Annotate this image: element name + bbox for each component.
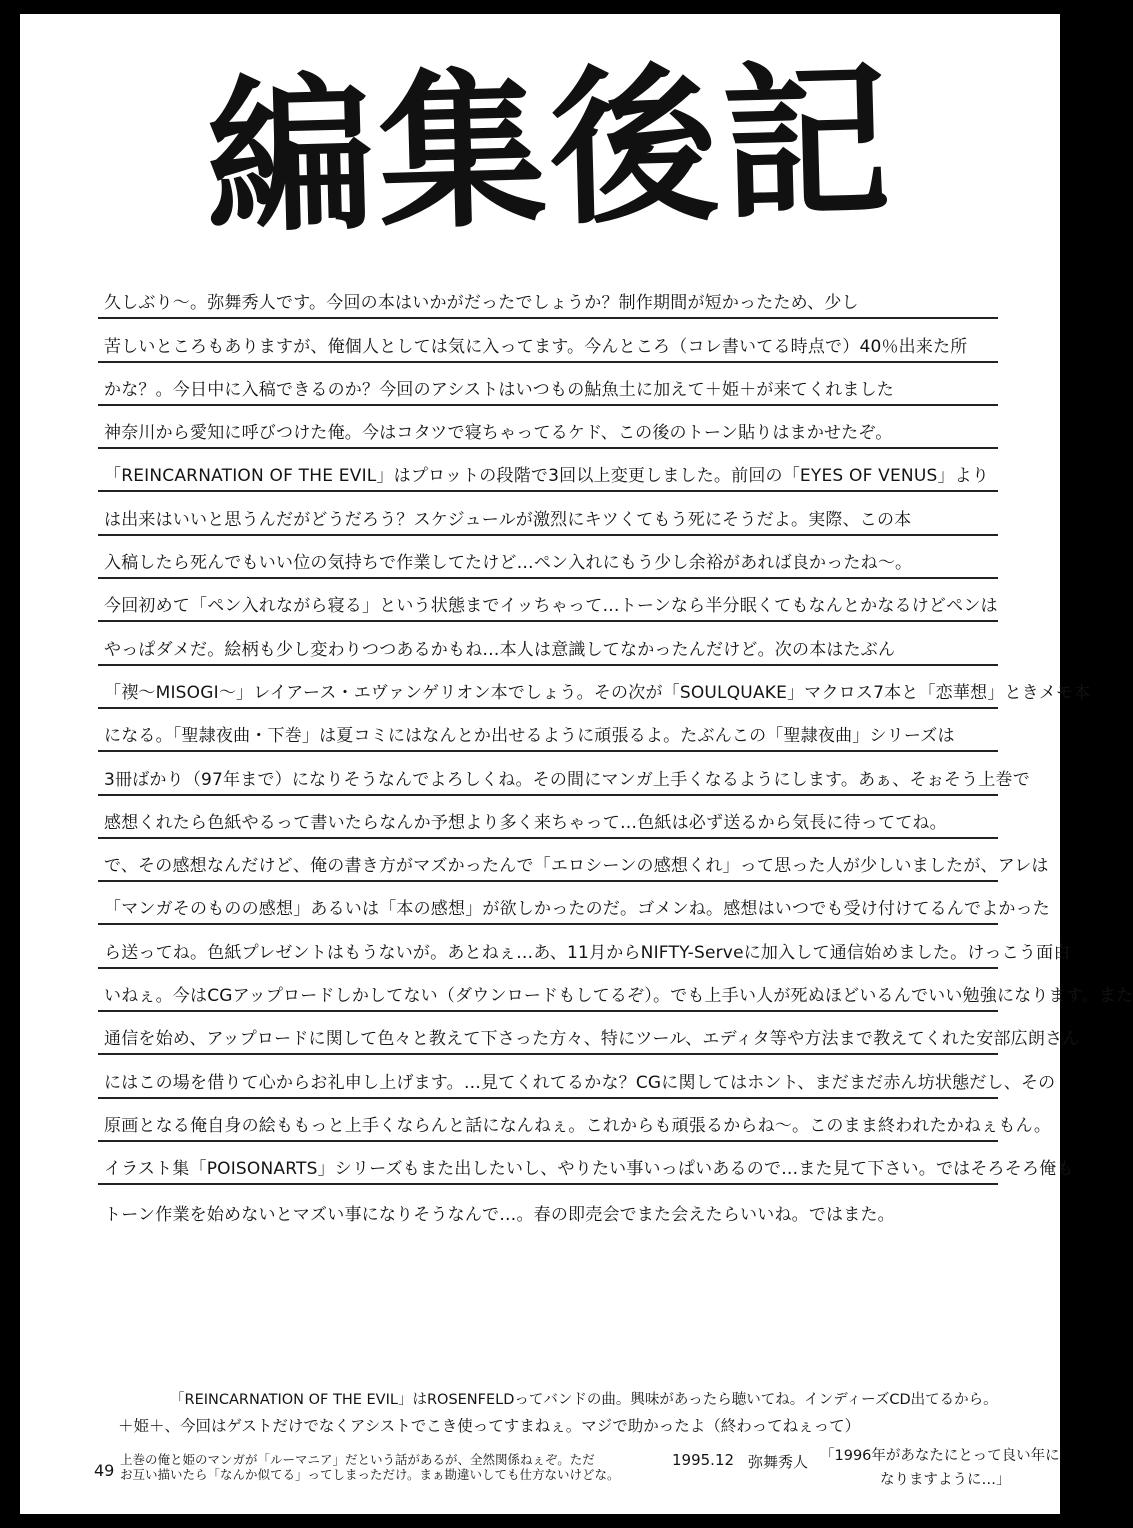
text-line	[98, 319, 998, 362]
text-line	[98, 839, 1049, 882]
signature-message: 「1996年があなたにとって良い年に	[820, 1448, 1060, 1464]
line-text: 「REINCARNATION OF THE EVIL」はプロットの段階で3回以上変更しました。前回の「EYES OF VENUS」より	[104, 466, 990, 487]
line-text: 通信を始め、アップロードに関して色々と教えて下さった方々、特にツール、エディタ等や方法まで教えてくれた安部広朗さん	[104, 1029, 1080, 1050]
text-line	[98, 1055, 1056, 1098]
footnote-comparison-continued: お互い描いたら「なんか似てる」ってしまっただけ。まぁ勘違いしても仕方ないけどな。	[120, 1467, 620, 1482]
line-text: イラスト集「POISONARTS」シリーズもまた出したいし、やりたい事いっぱいあるので…また見て下さい。ではそろそろ俺も	[104, 1159, 1074, 1180]
text-line	[98, 796, 998, 839]
text-line	[98, 666, 1091, 709]
line-text: 久しぶり～。弥舞秀人です。今回の本はいかがだったでしょうか？制作期間が短かったため、少し	[104, 293, 859, 314]
page-title: 編集後記	[203, 41, 897, 257]
afterword-body	[98, 276, 1133, 1229]
signature-message-continued: なりますように…」	[880, 1472, 1011, 1488]
line-text: トーン作業を始めないとマズい事になりそうなんで…。春の即売会でまた会えたらいいね。ではまた。	[104, 1204, 895, 1225]
text-line	[98, 1142, 1074, 1185]
line-text: やっぱダメだ。絵柄も少し変わりつつあるかもね…本人は意識してなかったんだけど。次の本はたぶん	[104, 639, 896, 660]
line-text: 感想くれたら色紙やるって書いたらなんか予想より多く来ちゃって…色紙は必ず送るから気長に待っててね。	[104, 812, 947, 833]
text-line	[98, 276, 998, 319]
signature-date: 1995.12	[672, 1451, 735, 1469]
line-text: にはこの場を借りて心からお礼申し上げます。…見てくれてるかな？CGに関してはホント、まだまだ赤ん坊状態だし、その	[104, 1072, 1056, 1093]
line-text: 3冊ばかり（97年まで）になりそうなんでよろしくね。その間にマンガ上手くなるようにします。あぁ、そぉそう上巻で	[104, 769, 1030, 790]
line-text: いねぇ。今はCGアップロードしかしてない（ダウンロードもしてるぞ）。でも上手い人が死ぬほどいるんでいい勉強になります。また	[104, 986, 1133, 1007]
text-line	[98, 1185, 998, 1228]
text-line	[98, 492, 998, 535]
line-text: ら送ってね。色紙プレゼントはもうないが。あとねぇ…あ、11月からNIFTY-Serveに加入して通信始めました。けっこう面白	[104, 942, 1071, 963]
text-line	[98, 882, 1050, 925]
line-text: 「禊～MISOGI～」レイアース・エヴァンゲリオン本でしょう。その次が「SOULQUAKE」マクロス7本と「恋華想」ときメモ本	[104, 682, 1091, 703]
text-line	[98, 969, 1133, 1012]
line-text: 苦しいところもありますが、俺個人としては気に入ってます。今んところ（コレ書いてる時点で）40％出来た所	[104, 336, 968, 357]
text-line	[98, 579, 998, 622]
footnote-guest: ＋姫＋、今回はゲストだけでなくアシストでこき使ってすまねぇ。マジで助かったよ（終わってねぇって）	[118, 1417, 861, 1435]
text-line	[98, 622, 998, 665]
line-text: かな？。今日中に入稿できるのか？今回のアシストはいつもの鮎魚土に加えて＋姫＋が来てくれました	[104, 379, 895, 400]
text-line	[98, 752, 1030, 795]
line-text: 原画となる俺自身の絵ももっと上手くならんと話になんねぇ。これからも頑張るからね～。このまま終われたかねぇもん。	[104, 1115, 1052, 1136]
text-line	[98, 449, 998, 492]
manga-afterword-page	[20, 14, 1133, 1514]
text-line	[98, 709, 998, 752]
line-text: は出来はいいと思うんだがどうだろう？スケジュールが激烈にキツくてもう死にそうだよ。実際、この本	[104, 509, 912, 530]
line-text: 神奈川から愛知に呼びつけた俺。今はコタツで寝ちゃってるケド、この後のトーン貼りはまかせたぞ。	[104, 423, 893, 444]
line-text: になる。「聖隷夜曲・下巻」は夏コミにはなんとか出せるように頑張るよ。たぶんこの「聖隷夜曲」シリーズは	[104, 726, 955, 747]
signature-name: 弥舞秀人	[748, 1453, 809, 1471]
line-text: 今回初めて「ペン入れながら寝る」という状態までイッちゃって…トーンなら半分眠くてもなんとかなるけどペンは	[104, 596, 998, 617]
line-text: で、その感想なんだけど、俺の書き方がマズかったんで「エロシーンの感想くれ」って思った人が少しいましたが、アレは	[104, 856, 1049, 877]
text-line	[98, 406, 998, 449]
page-number: 49	[94, 1461, 115, 1480]
text-line	[98, 925, 1071, 968]
text-line	[98, 1099, 1052, 1142]
footnote-comparison: 上巻の俺と姫のマンガが「ルーマニア」だという話があるが、全然関係ねぇぞ。ただ	[120, 1452, 595, 1467]
text-line	[98, 1012, 1080, 1055]
text-line	[98, 536, 998, 579]
text-line	[98, 363, 998, 406]
line-text: 入稿したら死んでもいい位の気持ちで作業してたけど…ペン入れにもう少し余裕があれば良かったね～。	[104, 553, 913, 574]
line-text: 「マンガそのものの感想」あるいは「本の感想」が欲しかったのだ。ゴメンね。感想はいつでも受け付けてるんでよかった	[104, 899, 1050, 920]
footnote-band: 「REINCARNATION OF THE EVIL」はROSENFELDってバンドの曲。興味があったら聴いてね。インディーズCD出てるから。	[170, 1392, 998, 1408]
